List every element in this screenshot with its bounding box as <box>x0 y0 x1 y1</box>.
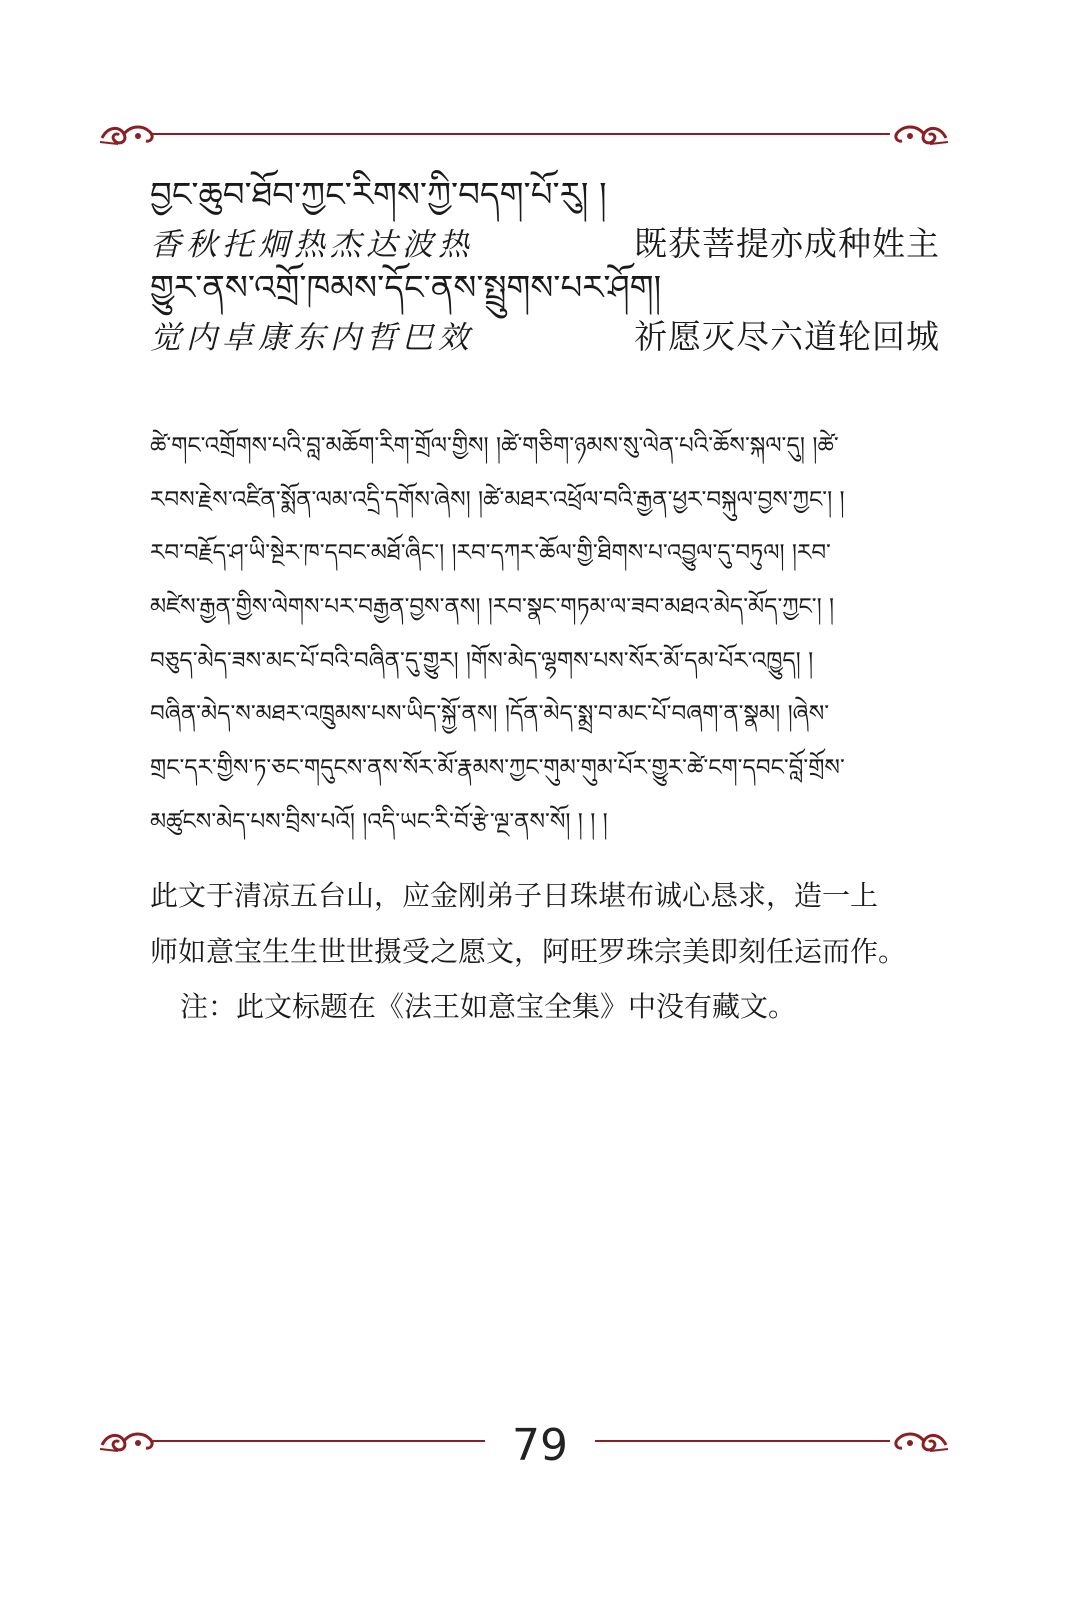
verse-translation-row-2 <box>150 311 940 358</box>
verse-tibetan-line-2: གྱུར་ནས་འགྲོ་ཁམས་དོང་ནས་སྤྲུགས་པར་ཤོག། <box>150 268 662 308</box>
top-right-ornament <box>888 118 950 150</box>
colophon-block <box>150 868 940 980</box>
colophon-line-2: 师如意宝生生世世摄受之愿文，阿旺罗珠宗美即刻任运而作。 <box>150 935 907 968</box>
tibetan-prose-block <box>150 420 940 850</box>
tibetan-prose-line: རབས་རྗེས་འཛིན་སྨོན་ལམ་འདྲི་དགོས་ཞེས། །ཚེ་མཐར་འཕྲོལ་བའི་རྒྱན་ཕྱར་བསྐུལ་བྱས་ཀྱང་། ། <box>150 486 845 513</box>
top-left-ornament <box>98 118 160 150</box>
tibetan-prose-line: མཚུངས་མེད་པས་བྲིས་པའོ། །འདི་ཡང་རི་བོ་རྩེ་ལྔ་ནས་སོ། ། ། ། <box>150 808 608 835</box>
tibetan-prose-line: བཅུད་མེད་ཟས་མང་པོ་བའི་བཞིན་དུ་གྱུར། །གོས་མེད་ལྷགས་པས་སོར་མོ་དམ་པོར་འཁྱུད། ། <box>150 647 814 674</box>
tibetan-prose-line: གྲང་དར་གྱིས་ཏ་ཅང་གདུངས་ནས་སོར་མོ་རྣམས་ཀྱང་གུམ་གུམ་པོར་གྱུར་ཚེ་ངག་དབང་བློ་གྲོས་ <box>150 755 845 782</box>
top-rule <box>150 133 890 135</box>
verse-block <box>150 175 940 364</box>
colophon-line-1: 此文于清凉五台山，应金刚弟子日珠堪布诚心恳求，造一上 <box>150 879 879 912</box>
title-note: 注：此文标题在《法王如意宝全集》中没有藏文。 <box>180 990 797 1023</box>
bottom-left-ornament <box>98 1425 160 1457</box>
verse-transliteration-1: 香秋托炯热杰达波热 <box>150 227 474 263</box>
tibetan-prose-line: ཚེ་གང་འགྲོགས་པའི་བླ་མཆོག་རིག་གྲོལ་གྱིས། །ཚེ་གཅིག་ཉམས་སུ་ལེན་པའི་ཆོས་སྐལ་དུ། །ཚེ་ <box>150 433 839 459</box>
bottom-rule-left <box>150 1440 485 1442</box>
bottom-rule-right <box>595 1440 890 1442</box>
verse-chinese-1: 既获菩提亦成种姓主 <box>634 224 940 263</box>
tibetan-prose-line: མཛེས་རྒྱན་གྱིས་ལེགས་པར་བརྒྱན་བྱས་ནས། །རབ་སྣང་གཏམ་ལ་ཟབ་མཐའ་མེད་མོད་ཀྱང་། ། <box>150 594 835 621</box>
bottom-right-ornament <box>888 1425 950 1457</box>
verse-chinese-2: 祈愿灭尽六道轮回城 <box>634 317 940 356</box>
verse-tibetan-line-1: བྱང་ཆུབ་ཐོབ་ཀྱང་རིགས་ཀྱི་བདག་པོ་རུ། ། <box>150 175 607 215</box>
tibetan-prose-line: རབ་བརྗོད་ཤ་ཡི་སྔེར་ཁ་དབང་མཐོ་ཞིང་། །རབ་དཀར་ཆོལ་གྱི་ཐིགས་པ་འབྱུལ་དུ་བཏུལ། །རབ་ <box>150 540 831 567</box>
verse-translation-row-1 <box>150 218 940 265</box>
verse-transliteration-2: 觉内卓康东内哲巴效 <box>150 320 474 356</box>
page-number: 79 <box>512 1420 568 1471</box>
tibetan-prose-line: བཞིན་མེད་ས་མཐར་འཁྲུམས་པས་ཡིད་སྐྱོ་ནས། །དོན་མེད་སྨྲ་བ་མང་པོ་བཞག་ན་སྣམ། །ཞེས་ <box>150 701 830 728</box>
